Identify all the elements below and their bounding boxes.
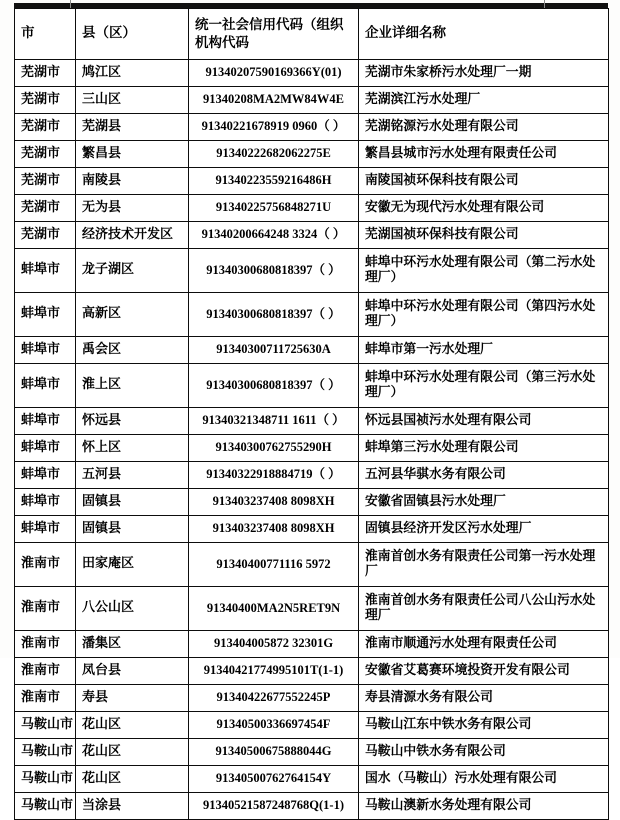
table-row (15, 141, 609, 168)
cell-name: 繁昌县城市污水处理有限责任公司 (359, 141, 609, 168)
cell-county: 花山区 (76, 712, 189, 739)
cell-name: 马鞍山澳新水务处理有限公司 (359, 793, 609, 820)
table-row (15, 293, 609, 337)
table-row (15, 793, 609, 820)
cell-code: 91340300762755290H (189, 435, 359, 462)
table-row (15, 364, 609, 408)
cell-county: 寿县 (76, 685, 189, 712)
table-row (15, 60, 609, 87)
cell-name: 蚌埠中环污水处理有限公司（第二污水处理厂） (359, 249, 609, 293)
cell-name: 怀远县国祯污水处理有限公司 (359, 408, 609, 435)
cell-county: 淮上区 (76, 364, 189, 408)
cell-code: 91340221678919 0960（ ） (189, 114, 359, 141)
cell-code: 91340422677552245P (189, 685, 359, 712)
table-row (15, 114, 609, 141)
cell-code: 91340300680818397（ ） (189, 364, 359, 408)
cell-city: 芜湖市 (15, 87, 76, 114)
table-row (15, 489, 609, 516)
table-row (15, 712, 609, 739)
cell-city: 蚌埠市 (15, 249, 76, 293)
cell-city: 芜湖市 (15, 114, 76, 141)
cell-county: 五河县 (76, 462, 189, 489)
table-row (15, 249, 609, 293)
cell-code: 91340300680818397（ ） (189, 249, 359, 293)
cell-name: 芜湖国祯环保科技有限公司 (359, 222, 609, 249)
table-container (14, 8, 608, 820)
cell-county: 当涂县 (76, 793, 189, 820)
cell-code: 91340300680818397（ ） (189, 293, 359, 337)
cell-county: 繁昌县 (76, 141, 189, 168)
table-row (15, 435, 609, 462)
cell-county: 三山区 (76, 87, 189, 114)
cell-city: 蚌埠市 (15, 489, 76, 516)
cell-city: 淮南市 (15, 543, 76, 587)
cell-code: 91340400MA2N5RET9N (189, 587, 359, 631)
cell-county: 高新区 (76, 293, 189, 337)
cell-county: 鸠江区 (76, 60, 189, 87)
cell-county: 固镇县 (76, 489, 189, 516)
cell-name: 马鞍山江东中铁水务有限公司 (359, 712, 609, 739)
cell-county: 凤台县 (76, 658, 189, 685)
cell-code: 91340225756848271U (189, 195, 359, 222)
cell-county: 田家庵区 (76, 543, 189, 587)
cell-county: 龙子湖区 (76, 249, 189, 293)
cell-county: 潘集区 (76, 631, 189, 658)
cell-name: 五河县华骐水务有限公司 (359, 462, 609, 489)
cell-name: 安徽无为现代污水处理有限公司 (359, 195, 609, 222)
column-header-county: 县（区） (76, 9, 189, 60)
cell-name: 蚌埠第三污水处理有限公司 (359, 435, 609, 462)
cell-city: 芜湖市 (15, 168, 76, 195)
column-header-enterprise-name: 企业详细名称 (359, 9, 609, 60)
table-row (15, 195, 609, 222)
cell-city: 蚌埠市 (15, 364, 76, 408)
wastewater-plant-table (14, 8, 609, 820)
column-header-city: 市 (15, 9, 76, 60)
cell-city: 蚌埠市 (15, 408, 76, 435)
cell-name: 芜湖市朱家桥污水处理厂一期 (359, 60, 609, 87)
cell-code: 91340400771116 5972 (189, 543, 359, 587)
column-header-credit-code: 统一社会信用代码（组织机构代码 (189, 9, 359, 60)
cell-city: 淮南市 (15, 587, 76, 631)
cell-name: 固镇县经济开发区污水处理厂 (359, 516, 609, 543)
table-row (15, 631, 609, 658)
cell-name: 淮南市顺通污水处理有限责任公司 (359, 631, 609, 658)
cell-code: 91340322918884719（ ） (189, 462, 359, 489)
cell-city: 马鞍山市 (15, 793, 76, 820)
table-row (15, 766, 609, 793)
cell-city: 蚌埠市 (15, 293, 76, 337)
cell-city: 淮南市 (15, 658, 76, 685)
cell-city: 芜湖市 (15, 222, 76, 249)
cell-name: 芜湖铭源污水处理有限公司 (359, 114, 609, 141)
cell-county: 芜湖县 (76, 114, 189, 141)
cell-city: 淮南市 (15, 685, 76, 712)
cell-code: 91340421774995101T(1-1) (189, 658, 359, 685)
cell-name: 淮南首创水务有限责任公司第一污水处理厂 (359, 543, 609, 587)
cell-city: 淮南市 (15, 631, 76, 658)
cell-code: 91340500762764154Y (189, 766, 359, 793)
cell-name: 蚌埠中环污水处理有限公司（第四污水处理厂） (359, 293, 609, 337)
cell-code: 91340223559216486H (189, 168, 359, 195)
cell-code: 913403237408 8098XH (189, 489, 359, 516)
cell-name: 国水（马鞍山）污水处理有限公司 (359, 766, 609, 793)
table-row (15, 337, 609, 364)
cell-city: 芜湖市 (15, 60, 76, 87)
cell-code: 91340321348711 1611（ ） (189, 408, 359, 435)
cell-city: 蚌埠市 (15, 462, 76, 489)
table-row (15, 739, 609, 766)
cell-code: 91340300711725630A (189, 337, 359, 364)
table-row (15, 658, 609, 685)
cell-name: 蚌埠市第一污水处理厂 (359, 337, 609, 364)
cell-code: 91340207590169366Y(01) (189, 60, 359, 87)
table-row (15, 543, 609, 587)
table-body (15, 60, 609, 820)
cell-code: 91340208MA2MW84W4E (189, 87, 359, 114)
cell-county: 禹会区 (76, 337, 189, 364)
cell-city: 马鞍山市 (15, 766, 76, 793)
cell-name: 芜湖滨江污水处理厂 (359, 87, 609, 114)
cell-county: 怀远县 (76, 408, 189, 435)
cell-city: 马鞍山市 (15, 712, 76, 739)
cell-code: 913404005872 32301G (189, 631, 359, 658)
cell-name: 淮南首创水务有限责任公司八公山污水处理厂 (359, 587, 609, 631)
table-header (15, 9, 609, 60)
cell-name: 安徽省艾葛赛环境投资开发有限公司 (359, 658, 609, 685)
cell-county: 南陵县 (76, 168, 189, 195)
table-row (15, 587, 609, 631)
table-row (15, 222, 609, 249)
cell-county: 固镇县 (76, 516, 189, 543)
table-row (15, 516, 609, 543)
cell-county: 怀上区 (76, 435, 189, 462)
cell-city: 蚌埠市 (15, 435, 76, 462)
cell-county: 八公山区 (76, 587, 189, 631)
cell-code: 91340500675888044G (189, 739, 359, 766)
cell-county: 无为县 (76, 195, 189, 222)
cell-city: 芜湖市 (15, 141, 76, 168)
cell-code: 91340222682062275E (189, 141, 359, 168)
table-header-row (15, 9, 609, 60)
cell-city: 蚌埠市 (15, 337, 76, 364)
cell-county: 花山区 (76, 766, 189, 793)
cell-code: 91340200664248 3324（ ） (189, 222, 359, 249)
cell-code: 91340521587248768Q(1-1) (189, 793, 359, 820)
cell-county: 经济技术开发区 (76, 222, 189, 249)
cell-name: 马鞍山中铁水务有限公司 (359, 739, 609, 766)
cell-name: 南陵国祯环保科技有限公司 (359, 168, 609, 195)
cell-name: 安徽省固镇县污水处理厂 (359, 489, 609, 516)
cell-city: 蚌埠市 (15, 516, 76, 543)
cell-name: 寿县清源水务有限公司 (359, 685, 609, 712)
table-row (15, 408, 609, 435)
table-row (15, 462, 609, 489)
cell-city: 马鞍山市 (15, 739, 76, 766)
table-row (15, 168, 609, 195)
cell-code: 91340500336697454F (189, 712, 359, 739)
table-row (15, 685, 609, 712)
cell-code: 913403237408 8098XH (189, 516, 359, 543)
table-row (15, 87, 609, 114)
cell-name: 蚌埠中环污水处理有限公司（第三污水处理厂） (359, 364, 609, 408)
cell-city: 芜湖市 (15, 195, 76, 222)
cell-county: 花山区 (76, 739, 189, 766)
